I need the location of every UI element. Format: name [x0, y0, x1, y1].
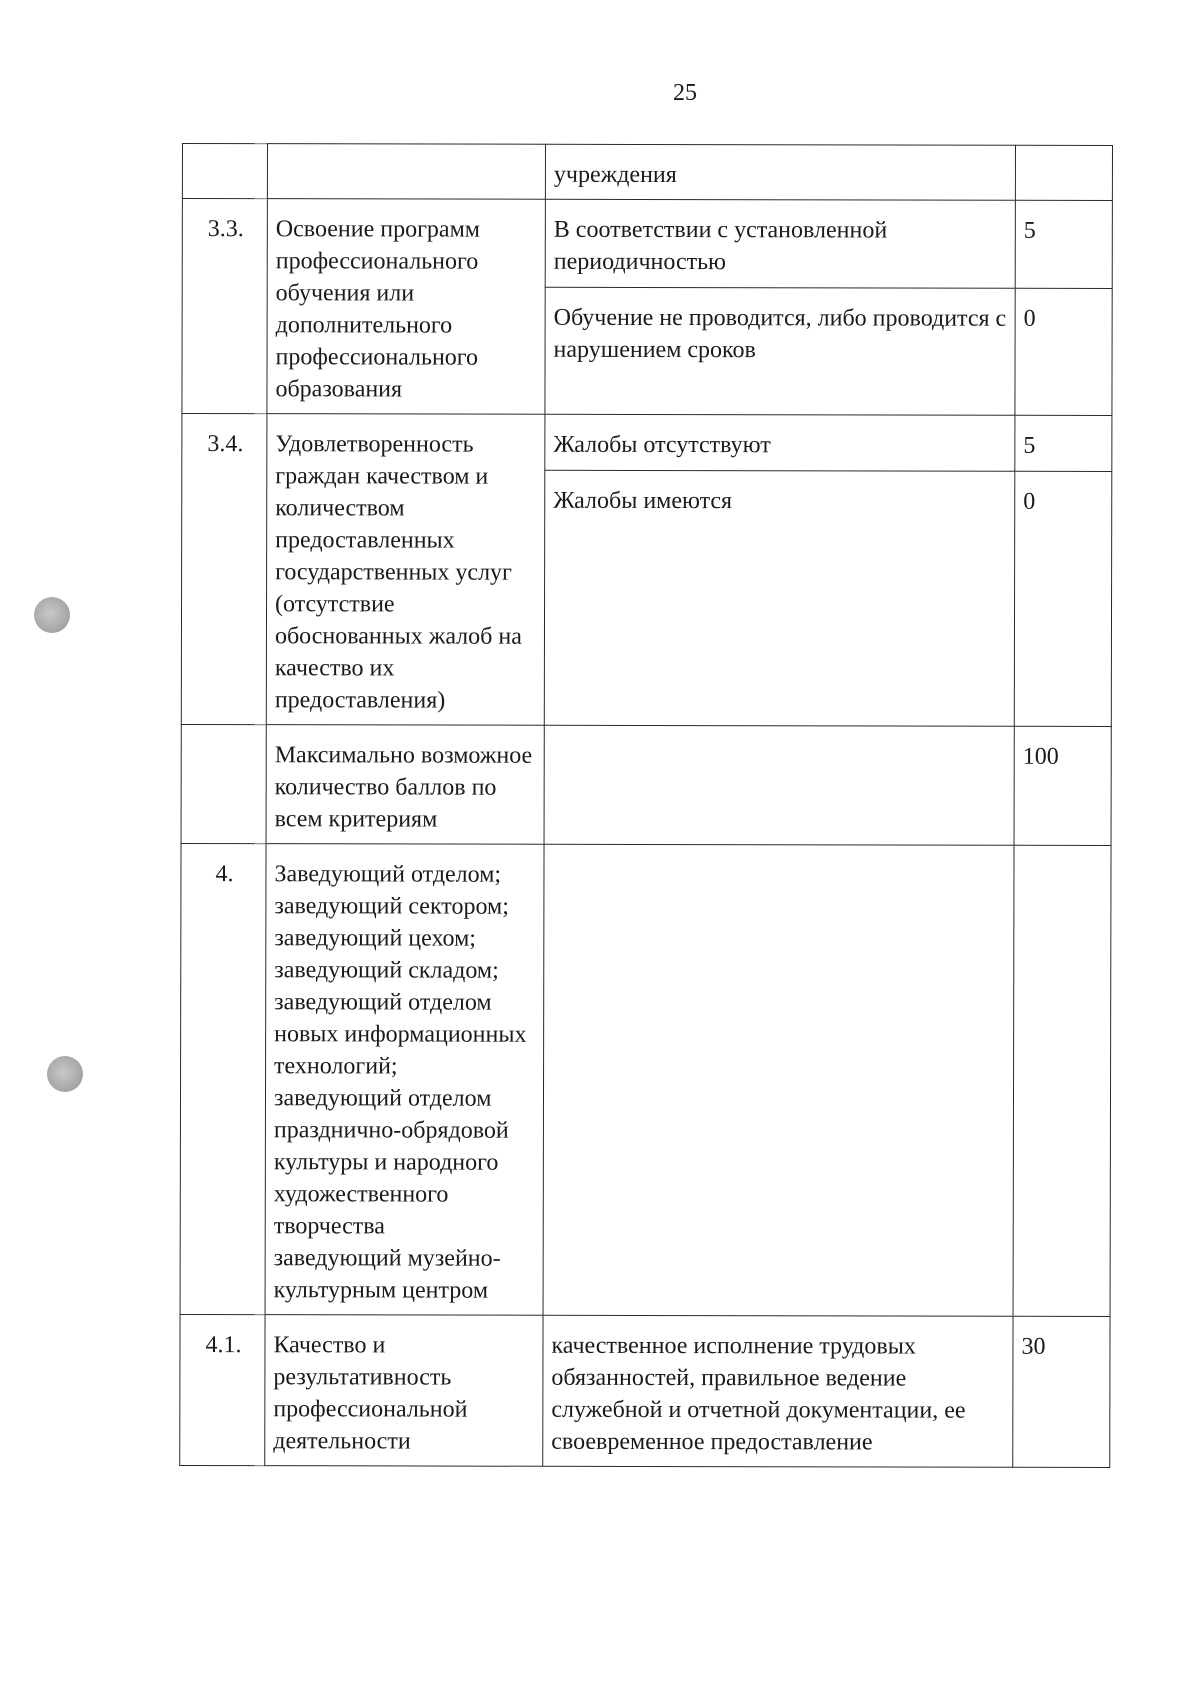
table-row-3-4 [182, 414, 1112, 472]
cell-score-3-4-b: 0 [1014, 472, 1112, 727]
cell-criterion-empty [267, 144, 545, 200]
cell-condition-3-3-b: Обучение не проводится, либо проводится с нарушением сроков [545, 287, 1015, 415]
cell-condition-3-3-a: В соответствии с установленной периодичностью [545, 199, 1015, 288]
position-line: заведующий музейно-культурным центром [273, 1245, 501, 1304]
cell-num-4-1: 4.1. [180, 1314, 265, 1465]
cell-condition-4-1: качественное исполнение трудовых обязанностей, правильное ведение служебной и отчетной документации, ее своевременное предоставление [543, 1315, 1013, 1467]
cell-condition-max-empty [544, 725, 1014, 845]
cell-score-3-3-a: 5 [1015, 200, 1112, 288]
position-line: Заведующий отделом; [274, 861, 502, 888]
cell-criterion-4-1: Качество и результативность профессиональной деятельности [265, 1315, 543, 1467]
cell-score-3-3-b: 0 [1015, 288, 1112, 415]
cell-score-3-4-a: 5 [1015, 415, 1112, 471]
punch-hole-bottom [47, 1056, 83, 1092]
position-line: заведующий отделом новых информационных технологий; [274, 989, 527, 1080]
cell-criterion-max: Максимально возможное количество баллов по всем критериям [266, 725, 544, 845]
table-row-continuation [182, 144, 1112, 201]
position-line: заведующий складом; [274, 957, 499, 984]
page-number: 25 [673, 80, 697, 106]
cell-criterion-3-4: Удовлетворенность граждан качеством и количеством предоставленных государственных услуг (отсутствие обоснованных жалоб на качество их предоставления) [266, 414, 545, 726]
cell-num-4: 4. [180, 843, 266, 1314]
table-row-4-1 [180, 1314, 1110, 1467]
cell-num-empty [182, 144, 267, 199]
punch-hole-top [34, 597, 70, 633]
cell-positions-4 [265, 844, 544, 1316]
cell-score-4-empty [1013, 845, 1111, 1316]
cell-score-empty [1015, 145, 1112, 200]
cell-condition-3-4-b: Жалобы имеются [544, 471, 1015, 727]
position-line: заведующий цехом; [274, 925, 477, 952]
position-line: заведующий сектором; [274, 893, 509, 920]
cell-num-max-empty [181, 724, 266, 843]
cell-num-3-4: 3.4. [181, 414, 267, 725]
cell-score-max: 100 [1014, 726, 1111, 845]
table-row-max-score [181, 724, 1111, 845]
cell-condition-4-empty [543, 844, 1014, 1316]
cell-num-3-3: 3.3. [182, 199, 267, 414]
cell-continuation-text: учреждения [545, 144, 1015, 200]
cell-condition-3-4-a: Жалобы отсутствуют [545, 414, 1015, 471]
table-row-3-3 [182, 199, 1112, 289]
criteria-table [179, 143, 1113, 1468]
cell-score-4-1: 30 [1013, 1316, 1110, 1467]
position-line: заведующий отделом празднично-обрядовой культуры и народного художественного творчества [273, 1085, 509, 1240]
table-row-4 [180, 843, 1111, 1316]
cell-criterion-3-3: Освоение программ профессионального обучения или дополнительного профессионального образования [267, 199, 545, 415]
